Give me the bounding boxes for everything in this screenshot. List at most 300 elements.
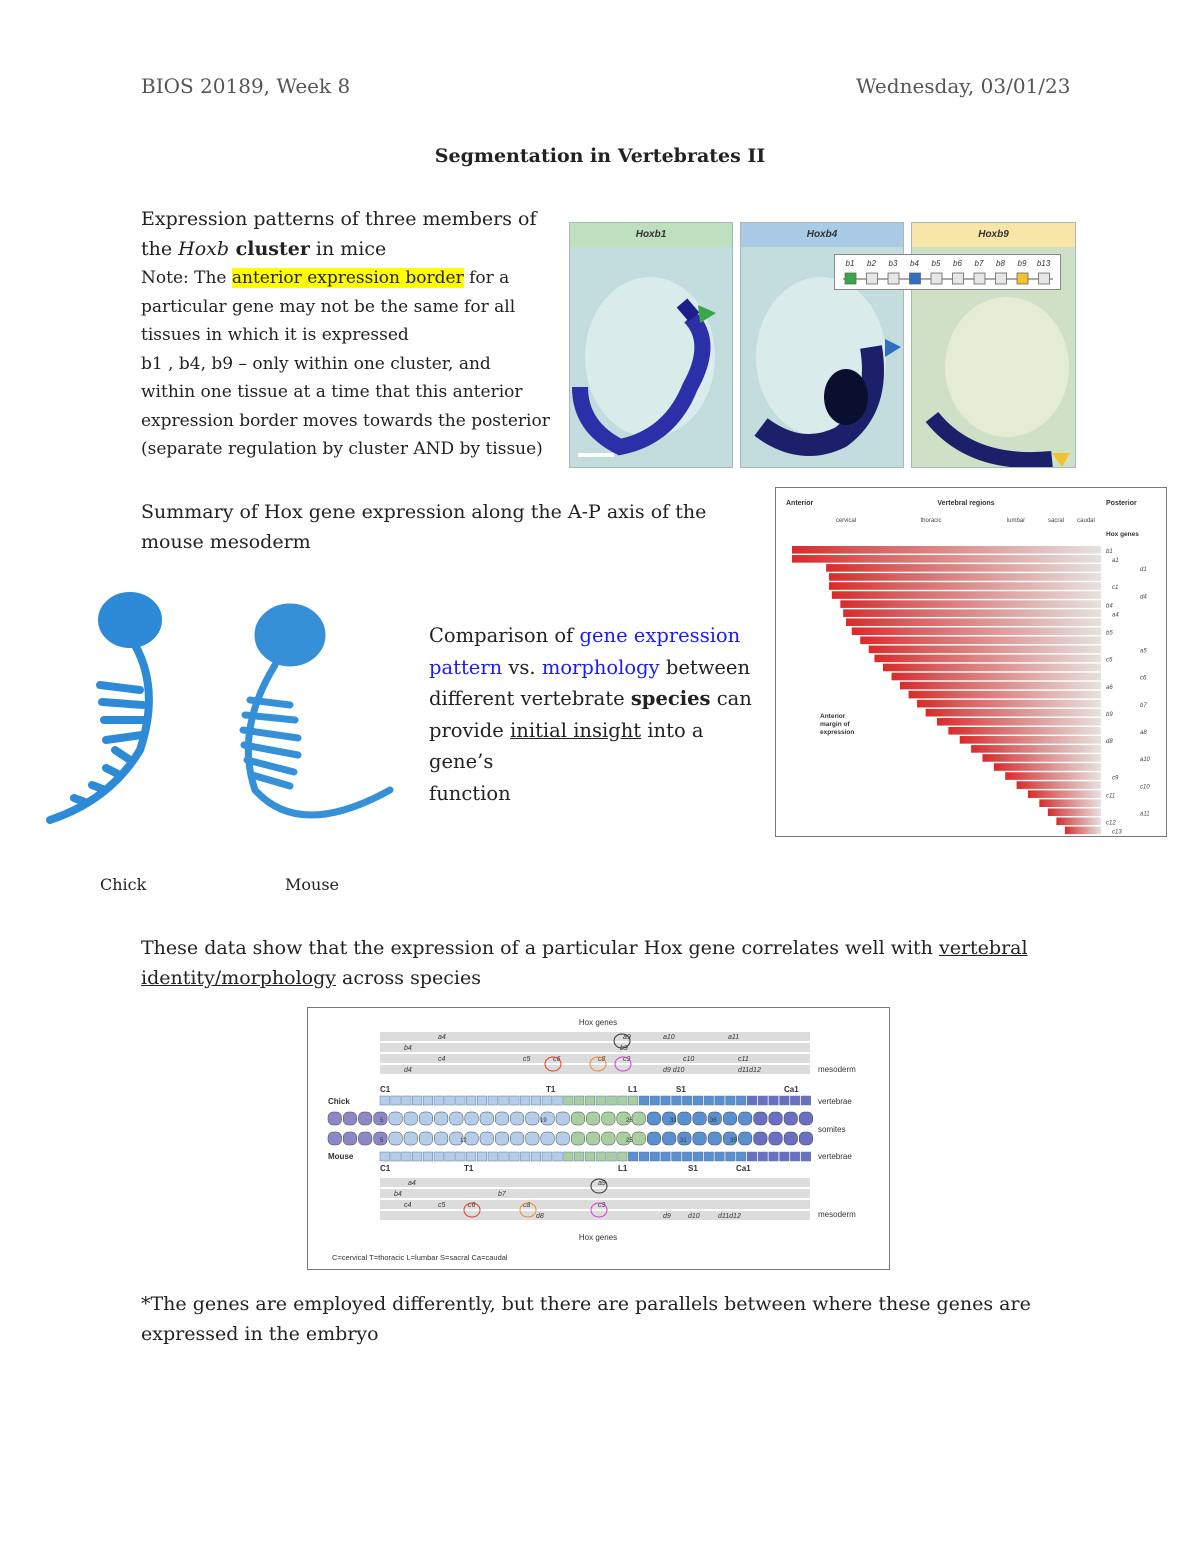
figure-label: b4 — [394, 1191, 402, 1198]
mouse-vertebra — [661, 1152, 671, 1161]
expression-bar — [846, 618, 1101, 626]
chick-mouse-hox-figure — [307, 1007, 890, 1270]
chick-vertebra — [596, 1096, 606, 1105]
figure-label: c4 — [404, 1202, 412, 1209]
triangle-marker-icon — [885, 339, 901, 357]
note-line: b1 , b4, b9 – only within one cluster, and — [141, 353, 491, 374]
expression-bar — [937, 718, 1101, 726]
mouse-somite — [662, 1132, 676, 1145]
expression-bar — [869, 646, 1101, 654]
figure-label: c11 — [738, 1056, 749, 1063]
gene-label: c10 — [1140, 784, 1150, 791]
gene-label: d8 — [1106, 739, 1113, 746]
chick-vertebra — [650, 1096, 660, 1105]
figure-label: somites — [818, 1125, 846, 1134]
mouse-label: Mouse — [285, 875, 339, 894]
gene-label: b9 — [1106, 711, 1113, 718]
expression-bar — [829, 573, 1101, 581]
chick-vertebra — [542, 1096, 552, 1105]
cluster-gene-label: b3 — [888, 259, 898, 268]
mouse-vertebra — [391, 1152, 401, 1161]
mouse-somite — [541, 1132, 555, 1145]
expression-bar — [1005, 772, 1101, 780]
gene-label: b5 — [1106, 630, 1113, 637]
mouse-somite — [465, 1132, 479, 1145]
cluster-gene-label: b8 — [996, 259, 1005, 268]
region-label: caudal — [1077, 518, 1095, 524]
chick-somite — [510, 1112, 524, 1125]
mesoderm-row — [380, 1043, 810, 1052]
figure-label: 35 — [730, 1138, 737, 1144]
mouse-vertebra — [693, 1152, 703, 1161]
cluster-gene-box — [910, 273, 921, 284]
mouse-vertebra — [574, 1152, 584, 1161]
figure-label: vertebrae — [818, 1097, 852, 1106]
figure-label: c8 — [598, 1056, 606, 1063]
figure-label: 5 — [380, 1118, 384, 1124]
figure-label: b7 — [498, 1191, 506, 1198]
mouse-somite — [586, 1132, 600, 1145]
region-label: sacral — [1047, 518, 1065, 524]
mouse-somite — [632, 1132, 646, 1145]
note-line: particular gene may not be the same for all — [141, 296, 516, 317]
mouse-somite — [404, 1132, 418, 1145]
figure-label: b9 — [620, 1045, 628, 1052]
mouse-vertebra — [477, 1152, 487, 1161]
expression-bar — [1017, 781, 1101, 789]
mouse-vertebra — [758, 1152, 768, 1161]
chick-vertebra — [672, 1096, 682, 1105]
figure-label: Hox genes — [578, 1018, 618, 1027]
skeleton-images — [40, 590, 410, 900]
gene-label: c13 — [1112, 829, 1122, 836]
hoxb-cluster-diagram — [834, 254, 1061, 290]
chick-vertebra — [758, 1096, 768, 1105]
mouse-vertebra — [596, 1152, 606, 1161]
figure-label: d10 — [688, 1213, 700, 1220]
chick-somite — [602, 1112, 616, 1125]
chick-vertebra — [585, 1096, 595, 1105]
mouse-vertebra — [628, 1152, 638, 1161]
expression-bar — [900, 682, 1101, 690]
chick-somite — [571, 1112, 585, 1125]
expression-bar — [948, 727, 1101, 735]
chick-vertebra — [747, 1096, 757, 1105]
mouse-vertebra — [564, 1152, 574, 1161]
cluster-gene-label: b7 — [974, 259, 984, 268]
comparison-text — [429, 620, 769, 809]
chick-vertebra — [477, 1096, 487, 1105]
figure-label: c5 — [523, 1056, 531, 1063]
course-header: BIOS 20189, Week 8 — [141, 74, 351, 98]
figure-label: d4 — [404, 1067, 412, 1074]
hoxb-note — [141, 264, 561, 464]
page-title: Segmentation in Vertebrates II — [434, 145, 766, 167]
gene-label: c12 — [1106, 820, 1116, 827]
mouse-vertebra — [672, 1152, 682, 1161]
mouse-skeleton — [243, 607, 390, 815]
chick-vertebra — [564, 1096, 574, 1105]
figure-label: a9 — [623, 1034, 631, 1041]
figure-label: Hox genes — [578, 1233, 618, 1242]
figure-label: a10 — [663, 1034, 675, 1041]
mouse-vertebra — [423, 1152, 433, 1161]
footer-note-line2: expressed in the embryo — [141, 1323, 379, 1345]
chick-somite — [556, 1112, 570, 1125]
chick-vertebra — [553, 1096, 563, 1105]
figure-label: T1 — [464, 1164, 474, 1173]
mesoderm-row — [380, 1178, 810, 1187]
chick-somite — [419, 1112, 433, 1125]
chick-somite — [480, 1112, 494, 1125]
cluster-gene-box — [974, 273, 985, 284]
chick-somite — [495, 1112, 509, 1125]
figure-label: a4 — [408, 1180, 416, 1187]
figure-label: C1 — [380, 1164, 391, 1173]
chick-vertebra — [790, 1096, 800, 1105]
triangle-marker-icon — [1052, 453, 1070, 467]
expression-bar — [909, 691, 1101, 699]
cluster-gene-box — [931, 273, 942, 284]
gene-label: c1 — [1112, 585, 1119, 592]
mouse-somite — [510, 1132, 524, 1145]
mouse-somite — [556, 1132, 570, 1145]
comparison-line3: different vertebrate species can — [429, 687, 752, 710]
figure-label: 12 — [460, 1138, 467, 1144]
figure-label: S1 — [676, 1085, 686, 1094]
gene-label: a10 — [1140, 757, 1151, 764]
expression-bar — [883, 664, 1101, 672]
mouse-somite — [693, 1132, 707, 1145]
mouse-somite — [358, 1132, 372, 1145]
figure-label: C1 — [380, 1085, 391, 1094]
figure-label: Mouse — [328, 1152, 354, 1161]
figure-label: mesoderm — [818, 1065, 856, 1074]
cluster-gene-label: b13 — [1036, 259, 1051, 268]
mouse-vertebra — [801, 1152, 811, 1161]
chick-vertebra — [456, 1096, 466, 1105]
gene-label: a11 — [1140, 811, 1150, 818]
hox-summary-chart — [775, 487, 1167, 837]
figure-label: c5 — [438, 1202, 446, 1209]
expression-bar — [1065, 827, 1101, 835]
chick-somite — [738, 1112, 752, 1125]
mouse-vertebra — [531, 1152, 541, 1161]
expression-bar — [917, 700, 1101, 708]
cluster-gene-box — [996, 273, 1007, 284]
mouse-vertebra — [456, 1152, 466, 1161]
mouse-vertebra — [445, 1152, 455, 1161]
note-line: tissues in which it is expressed — [141, 325, 409, 345]
mouse-somite — [480, 1132, 494, 1145]
mouse-somite — [495, 1132, 509, 1145]
gene-label: b1 — [1106, 549, 1113, 555]
expression-bar — [926, 709, 1101, 717]
cluster-gene-box — [888, 273, 899, 284]
figure-label: c6 — [468, 1202, 476, 1209]
mouse-vertebra — [715, 1152, 725, 1161]
chick-vertebra — [488, 1096, 498, 1105]
mouse-somite — [708, 1132, 722, 1145]
expression-bar — [874, 655, 1101, 663]
mouse-somite — [738, 1132, 752, 1145]
gene-label: c11 — [1106, 793, 1116, 800]
chick-vertebra — [412, 1096, 422, 1105]
mouse-somite — [526, 1132, 540, 1145]
figure-label: S1 — [688, 1164, 698, 1173]
figure-label: 19 — [540, 1118, 547, 1124]
chick-vertebra — [531, 1096, 541, 1105]
figure-label: c10 — [683, 1056, 695, 1063]
hoxb4-label: Hoxb4 — [741, 223, 903, 247]
annotation-label: Anterior — [820, 713, 846, 720]
footer-note — [141, 1289, 1041, 1349]
chick-label: Chick — [100, 875, 147, 894]
figure-label: a11 — [728, 1034, 740, 1041]
summary-heading-line2: mouse mesoderm — [141, 531, 311, 553]
chick-mouse-hox-svg — [308, 1008, 889, 1269]
chick-vertebra — [402, 1096, 412, 1105]
expression-bar — [860, 637, 1101, 645]
chick-vertebra — [607, 1096, 617, 1105]
mouse-somite — [434, 1132, 448, 1145]
figure-label: d11d12 — [738, 1067, 761, 1074]
mouse-vertebra — [618, 1152, 628, 1161]
figure-label: c9 — [598, 1202, 606, 1209]
summary-heading — [141, 497, 761, 557]
gene-label: a4 — [1112, 612, 1119, 619]
expression-bar — [1056, 818, 1101, 826]
chick-vertebra — [801, 1096, 811, 1105]
figure-label: c4 — [438, 1056, 446, 1063]
figure-label: d9 d10 — [663, 1067, 685, 1074]
mouse-vertebra — [542, 1152, 552, 1161]
mouse-somite — [647, 1132, 661, 1145]
chick-vertebra — [499, 1096, 509, 1105]
mouse-vertebra — [412, 1152, 422, 1161]
expression-bar — [960, 736, 1101, 744]
hoxb-intro — [141, 204, 551, 264]
expression-bar — [1039, 799, 1101, 807]
chick-vertebra — [434, 1096, 444, 1105]
expression-bar — [829, 582, 1101, 590]
cluster-gene-box — [1039, 273, 1050, 284]
gene-label: d4 — [1140, 594, 1147, 601]
chick-vertebra — [780, 1096, 790, 1105]
figure-label: c8 — [523, 1202, 531, 1209]
mouse-vertebra — [499, 1152, 509, 1161]
chick-vertebra — [466, 1096, 476, 1105]
mouse-vertebra — [488, 1152, 498, 1161]
figure-label: vertebrae — [818, 1152, 852, 1161]
expression-bar — [792, 555, 1101, 563]
note-line: expression border moves towards the posterior — [141, 410, 550, 431]
mouse-vertebra — [402, 1152, 412, 1161]
correlation-text — [141, 933, 1041, 993]
chick-vertebra — [661, 1096, 671, 1105]
figure-label: d11d12 — [718, 1213, 741, 1220]
cluster-gene-label: b1 — [845, 259, 855, 268]
posterior-label: Posterior — [1106, 500, 1137, 507]
chick-somite — [404, 1112, 418, 1125]
figure-label: T1 — [546, 1085, 556, 1094]
cluster-gene-box — [845, 273, 856, 284]
chick-skeleton — [50, 596, 158, 820]
cluster-gene-box — [953, 273, 964, 284]
chick-vertebra — [639, 1096, 649, 1105]
mouse-vertebra — [726, 1152, 736, 1161]
region-label: cervical — [835, 518, 857, 524]
chick-vertebra — [736, 1096, 746, 1105]
chick-somite — [769, 1112, 783, 1125]
figure-label: 31 — [680, 1138, 687, 1144]
note-line: Note: The anterior expression border for a — [141, 268, 510, 288]
chick-somite — [754, 1112, 768, 1125]
mouse-vertebra — [639, 1152, 649, 1161]
mouse-vertebra — [585, 1152, 595, 1161]
chick-somite — [526, 1112, 540, 1125]
chick-somite — [723, 1112, 737, 1125]
hoxb9-label: Hoxb9 — [912, 223, 1075, 247]
mouse-vertebra — [650, 1152, 660, 1161]
chick-somite — [450, 1112, 464, 1125]
expression-bar — [832, 591, 1101, 599]
figure-label: Ca1 — [784, 1085, 799, 1094]
chick-somite — [389, 1112, 403, 1125]
figure-label: d9 — [663, 1213, 671, 1220]
comparison-line1: Comparison of gene expression — [429, 624, 741, 647]
expression-bar — [843, 609, 1101, 617]
annotation-label: expression — [820, 729, 855, 736]
expression-bar — [1048, 808, 1101, 816]
chick-somite — [343, 1112, 357, 1125]
figure-label: a4 — [438, 1034, 446, 1041]
expression-bar — [994, 763, 1101, 771]
cluster-gene-label: b9 — [1017, 259, 1027, 268]
figure-label: mesoderm — [818, 1210, 856, 1219]
footer-note-line1: *The genes are employed differently, but there are parallels between where these genes are — [141, 1293, 1031, 1315]
chick-somite — [799, 1112, 813, 1125]
cluster-gene-label: b6 — [953, 259, 962, 268]
mouse-somite — [343, 1132, 357, 1145]
gene-label: c9 — [1112, 775, 1119, 782]
gene-label: c5 — [1106, 657, 1113, 664]
chick-vertebra — [693, 1096, 703, 1105]
chick-vertebra — [726, 1096, 736, 1105]
figure-label: 5 — [380, 1138, 384, 1144]
note-line: within one tissue at a time that this anterior — [141, 382, 523, 402]
chick-somite — [586, 1112, 600, 1125]
expression-bar — [1028, 790, 1101, 798]
mesoderm-row — [380, 1211, 810, 1220]
mouse-somite — [799, 1132, 813, 1145]
vertebral-regions-label: Vertebral regions — [937, 500, 995, 507]
mouse-vertebra — [434, 1152, 444, 1161]
chick-vertebra — [380, 1096, 390, 1105]
date-header: Wednesday, 03/01/23 — [856, 74, 1071, 98]
figure-label: c6 — [553, 1056, 561, 1063]
figure-label: 31 — [670, 1118, 677, 1124]
cluster-gene-label: b4 — [910, 259, 919, 268]
figure-label: Chick — [328, 1097, 350, 1106]
cluster-gene-label: b2 — [867, 259, 876, 268]
mouse-vertebra — [520, 1152, 530, 1161]
chick-somite — [632, 1112, 646, 1125]
correlation-line2: identity/morphology across species — [141, 967, 481, 989]
figure-label: Ca1 — [736, 1164, 751, 1173]
gene-label: d1 — [1140, 567, 1147, 574]
chick-vertebra — [510, 1096, 519, 1105]
mouse-vertebra — [510, 1152, 519, 1161]
figure-label: L1 — [628, 1085, 638, 1094]
figure-label: 25 — [626, 1138, 633, 1144]
chick-vertebra — [574, 1096, 584, 1105]
gene-label: c6 — [1140, 675, 1147, 682]
hoxb-expression-figure — [569, 222, 1076, 468]
figure-label: b4 — [404, 1045, 412, 1052]
gene-label: a8 — [1140, 730, 1147, 736]
mouse-vertebra — [380, 1152, 390, 1161]
expression-bar — [971, 745, 1101, 753]
expression-bar — [826, 564, 1101, 572]
hoxb1-embryo-image — [570, 247, 732, 467]
hox-summary-svg — [776, 488, 1166, 836]
chick-vertebra — [618, 1096, 628, 1105]
chick-somite — [434, 1112, 448, 1125]
chick-mouse-skeletons-image — [40, 590, 410, 875]
expression-bar — [840, 600, 1101, 608]
chick-somite — [358, 1112, 372, 1125]
annotation-label: margin of — [820, 721, 850, 728]
chick-vertebra — [520, 1096, 530, 1105]
chick-vertebra — [715, 1096, 725, 1105]
mouse-vertebra — [607, 1152, 617, 1161]
mouse-vertebra — [466, 1152, 476, 1161]
region-label: lumbar — [1006, 518, 1026, 524]
chick-vertebra — [423, 1096, 433, 1105]
figure-label: 26 — [626, 1118, 633, 1124]
mouse-vertebra — [790, 1152, 800, 1161]
mouse-vertebra — [747, 1152, 757, 1161]
hoxb1-panel — [569, 222, 733, 468]
cluster-gene-box — [867, 273, 878, 284]
figure-label: c9 — [623, 1056, 631, 1063]
mouse-somite — [784, 1132, 798, 1145]
mouse-somite — [602, 1132, 616, 1145]
cluster-gene-label: b5 — [931, 259, 941, 268]
expression-bar — [982, 754, 1101, 762]
mouse-somite — [328, 1132, 342, 1145]
mouse-somite — [419, 1132, 433, 1145]
mouse-vertebra — [769, 1152, 779, 1161]
mouse-vertebra — [704, 1152, 714, 1161]
chick-vertebra — [628, 1096, 638, 1105]
gene-label: b4 — [1106, 603, 1113, 610]
chick-somite — [328, 1112, 342, 1125]
mouse-vertebra — [553, 1152, 563, 1161]
hoxb-intro-line1: Expression patterns of three members of — [141, 208, 537, 230]
anterior-label: Anterior — [786, 500, 814, 507]
chick-vertebra — [682, 1096, 692, 1105]
expression-bar — [792, 546, 1101, 554]
hox-genes-label: Hox genes — [1106, 531, 1139, 538]
mouse-somite — [769, 1132, 783, 1145]
figure-label: d8 — [536, 1213, 544, 1220]
expression-bar — [852, 627, 1101, 635]
mouse-somite — [389, 1132, 403, 1145]
mouse-vertebra — [780, 1152, 790, 1161]
chick-vertebra — [391, 1096, 401, 1105]
